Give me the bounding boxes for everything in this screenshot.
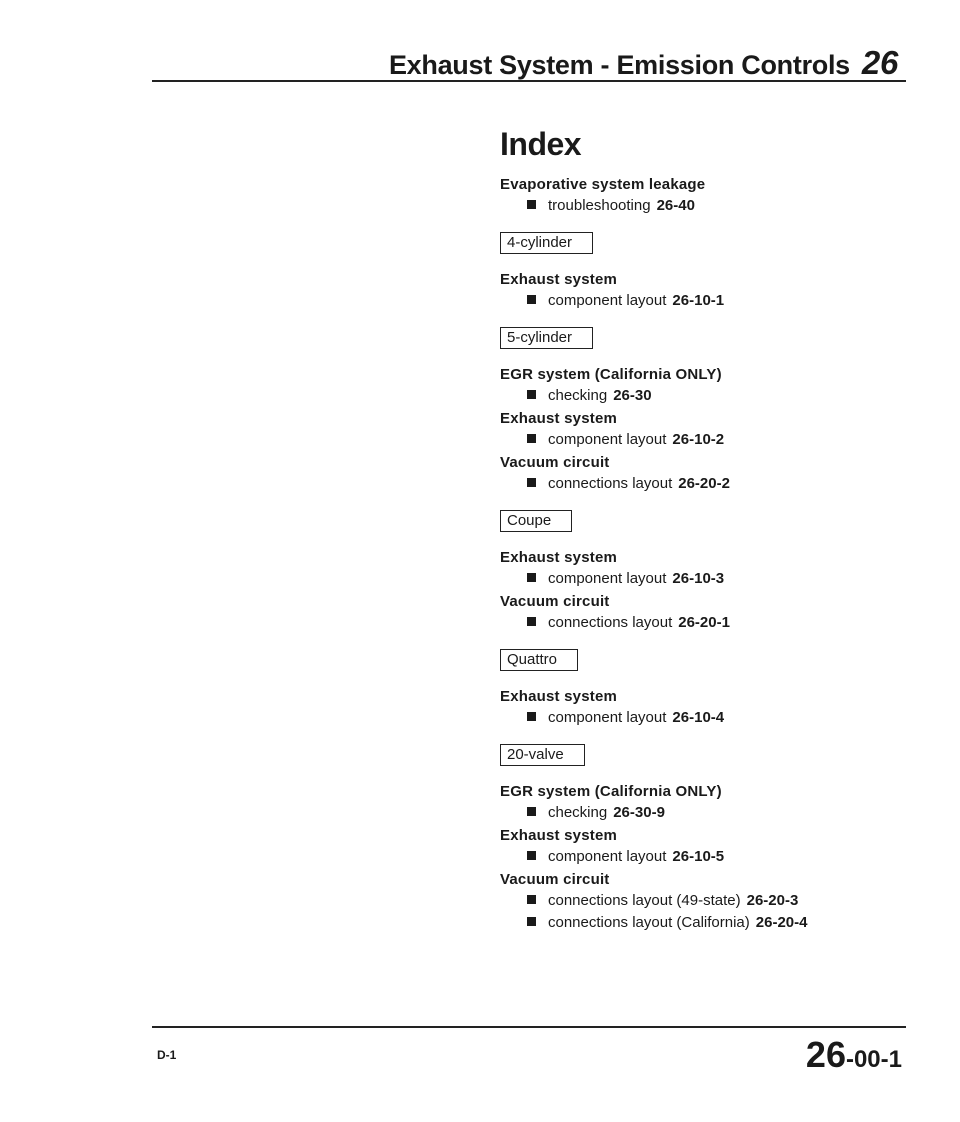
index-group <box>500 825 900 868</box>
top-rule <box>152 80 906 82</box>
index-entry <box>500 802 900 824</box>
bottom-rule <box>152 1026 906 1028</box>
index-content <box>500 174 900 935</box>
page-number <box>806 1034 902 1076</box>
index-group <box>500 364 900 407</box>
square-bullet-icon <box>527 895 536 904</box>
index-entry <box>500 473 900 495</box>
entry-text: component layout <box>548 709 667 726</box>
page-reference: 26-40 <box>656 197 695 214</box>
index-section <box>500 174 900 217</box>
square-bullet-icon <box>527 390 536 399</box>
index-section <box>500 730 900 934</box>
square-bullet-icon <box>527 478 536 487</box>
square-bullet-icon <box>527 851 536 860</box>
index-entry <box>500 912 900 934</box>
index-heading: Evaporative system leakage <box>500 176 706 193</box>
entry-text: troubleshooting <box>548 197 651 214</box>
square-bullet-icon <box>527 807 536 816</box>
index-entry <box>500 429 900 451</box>
entry-text: connections layout <box>548 475 673 492</box>
engine-variant-box: Coupe <box>500 510 572 532</box>
page-reference: 26-30-9 <box>613 804 665 821</box>
entry-text: connections layout (49-state) <box>548 892 741 909</box>
index-group <box>500 547 900 590</box>
page-reference: 26-20-4 <box>755 914 808 931</box>
footer-code: D-1 <box>157 1048 177 1062</box>
index-group <box>500 452 900 495</box>
square-bullet-icon <box>527 712 536 721</box>
index-entry <box>500 846 900 868</box>
index-heading: Exhaust system <box>500 410 618 427</box>
header-title <box>389 44 898 82</box>
page-reference: 26-10-2 <box>672 431 725 448</box>
page-reference: 26-20-1 <box>678 614 730 631</box>
page-reference: 26-20-2 <box>678 475 730 492</box>
index-group <box>500 869 900 934</box>
page-reference: 26-10-5 <box>672 848 725 865</box>
index-entry <box>500 707 900 729</box>
index-entry <box>500 890 900 912</box>
index-heading: Exhaust system <box>500 827 618 844</box>
square-bullet-icon <box>527 200 536 209</box>
header-title-text: Exhaust System - Emission Controls <box>388 50 850 80</box>
entry-text: checking <box>548 387 608 404</box>
index-heading: EGR system (California ONLY) <box>500 783 722 800</box>
engine-variant-box: Quattro <box>500 649 578 671</box>
index-section <box>500 496 900 634</box>
page-reference: 26-30 <box>613 387 652 404</box>
index-section <box>500 313 900 495</box>
page-reference: 26-10-3 <box>672 570 725 587</box>
square-bullet-icon <box>527 617 536 626</box>
entry-text: component layout <box>548 848 667 865</box>
square-bullet-icon <box>527 917 536 926</box>
index-heading: Vacuum circuit <box>500 593 610 610</box>
index-heading: Vacuum circuit <box>500 871 610 888</box>
index-entry <box>500 290 900 312</box>
index-section <box>500 635 900 729</box>
index-group <box>500 269 900 312</box>
index-group <box>500 686 900 729</box>
index-entry <box>500 195 900 217</box>
page-reference: 26-20-3 <box>746 892 799 909</box>
index-entry <box>500 612 900 634</box>
page-reference: 26-10-1 <box>672 292 725 309</box>
entry-text: connections layout (California) <box>548 914 750 931</box>
square-bullet-icon <box>527 573 536 582</box>
index-entry <box>500 568 900 590</box>
index-group <box>500 781 900 824</box>
entry-text: component layout <box>548 570 667 587</box>
page-number-sub: -00-1 <box>845 1046 902 1073</box>
index-heading: EGR system (California ONLY) <box>500 366 722 383</box>
index-section <box>500 218 900 312</box>
index-group <box>500 408 900 451</box>
index-heading: Vacuum circuit <box>500 454 610 471</box>
engine-variant-box: 5-cylinder <box>500 327 593 349</box>
engine-variant-box: 20-valve <box>500 744 585 766</box>
index-group <box>500 174 900 217</box>
entry-text: component layout <box>548 292 667 309</box>
page-number-main: 26 <box>805 1034 846 1075</box>
entry-text: connections layout <box>548 614 673 631</box>
entry-text: component layout <box>548 431 667 448</box>
index-heading: Exhaust system <box>500 688 618 705</box>
square-bullet-icon <box>527 295 536 304</box>
index-title: Index <box>500 126 582 162</box>
page-reference: 26-10-4 <box>672 709 725 726</box>
index-heading: Exhaust system <box>500 271 618 288</box>
square-bullet-icon <box>527 434 536 443</box>
chapter-number: 26 <box>861 44 898 81</box>
index-entry <box>500 385 900 407</box>
entry-text: checking <box>548 804 608 821</box>
index-group <box>500 591 900 634</box>
index-heading: Exhaust system <box>500 549 618 566</box>
engine-variant-box: 4-cylinder <box>500 232 593 254</box>
